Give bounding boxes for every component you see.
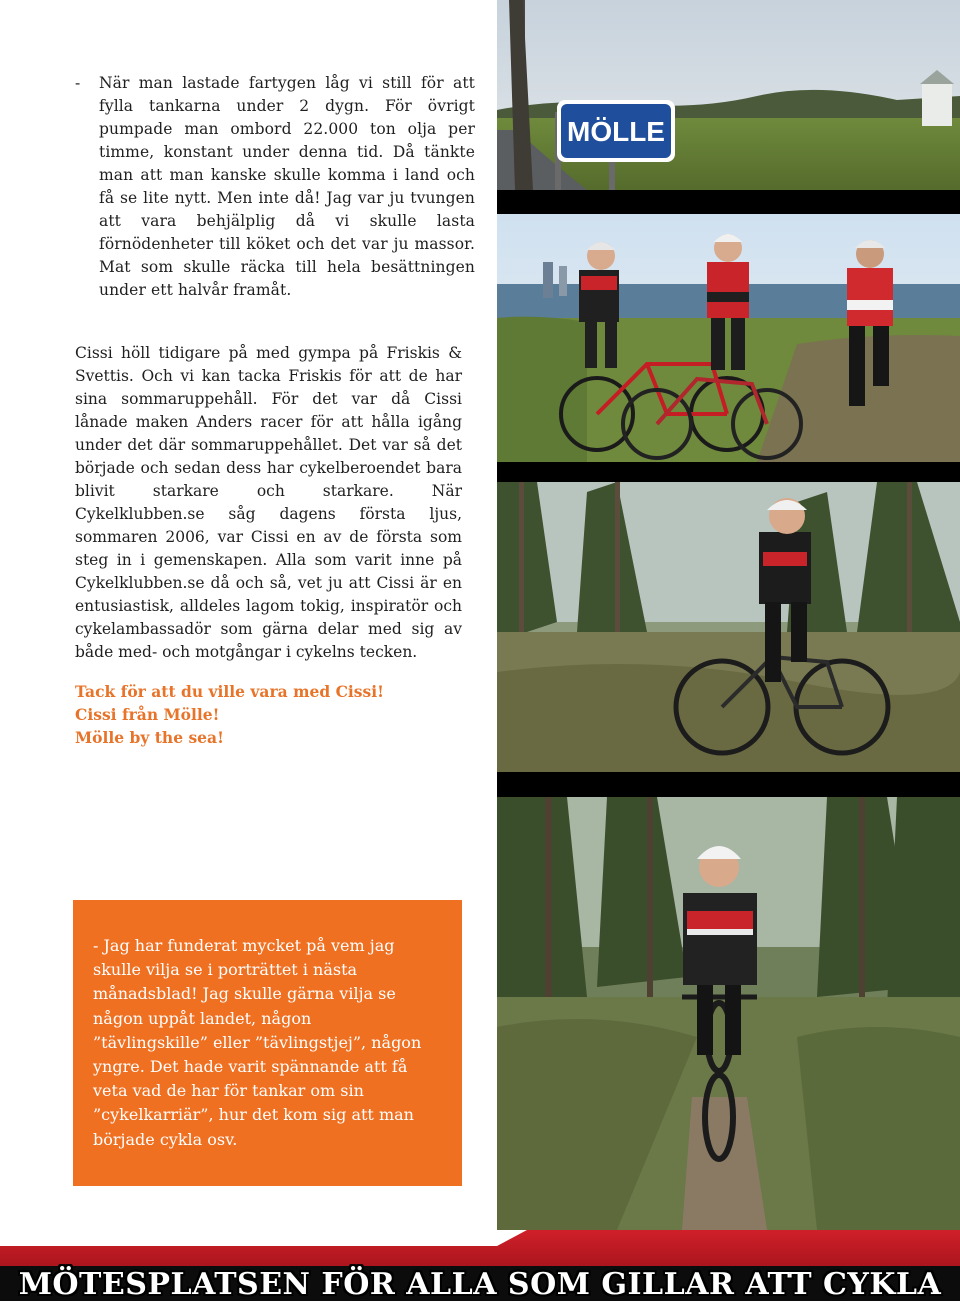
photo-cyclist-trail <box>497 797 960 1230</box>
banner-slogan: MÖTESPLATSEN FÖR ALLA SOM GILLAR ATT CYKLA <box>18 1267 942 1302</box>
photo-cyclist-forest <box>497 482 960 772</box>
quote-box <box>73 900 462 1186</box>
sign-text: MÖLLE <box>567 116 665 147</box>
list-dash: - <box>75 74 81 92</box>
photo-molle-sign <box>497 0 960 190</box>
closing-line-thanks: Tack för att du ville vara med Cissi! <box>75 682 384 701</box>
intro-paragraph: När man lastade fartygen låg vi still för att fylla tankarna under 2 dygn. För övrigt pumpade man ombord 22.000 ton olja per timme, konstant under denna tid. Då tänkte man att man kanske skulle komma i land och få se lite nytt. Men inte då! Jag var ju tvungen att vara behjälplig då vi skulle lasta förnödenheter till köket och det var ju massor. Mat som skulle räcka till hela besättningen under ett halvår framåt. <box>99 74 475 299</box>
photo-cyclists-coast <box>497 214 960 462</box>
closing-line-from: Cissi från Mölle! <box>75 705 220 724</box>
quote-text: - Jag har funderat mycket på vem jag skulle vilja se i porträttet i nästa månadsblad! Jag skulle gärna vilja se någon uppåt landet, någon ”tävlingskille” eller ”tävlingstjej”, någon yngre. Det hade varit spännande att få veta vad de har för tankar om sin ”cykelkarriär”, hur det kom sig att man började cykla osv. <box>93 936 422 1149</box>
intro-list-item <box>75 72 475 302</box>
closing-line-sea: Mölle by the sea! <box>75 728 224 747</box>
photo-column <box>497 0 960 1230</box>
body-paragraph: Cissi höll tidigare på med gympa på Friskis & Svettis. Och vi kan tacka Friskis för att de har sina sommaruppehåll. För det var då Cissi lånade maken Anders racer för att hålla igång under det där sommaruppehållet. Det var så det började och sedan dess har cykelberoendet bara blivit starkare och starkare. När Cykelklubben.se såg dagens första ljus, sommaren 2006, var Cissi en av de första som steg in i gemenskapen. Alla som varit inne på Cykelklubben.se då och så, vet ju att Cissi är en entusiastisk, alldeles lagom tokig, inspiratör och cykelambassadör som gärna delar med sig av både med- och motgångar i cykelns tecken. <box>75 344 462 661</box>
banner-stripe-cut <box>0 1230 527 1246</box>
closing-lines <box>75 680 465 749</box>
